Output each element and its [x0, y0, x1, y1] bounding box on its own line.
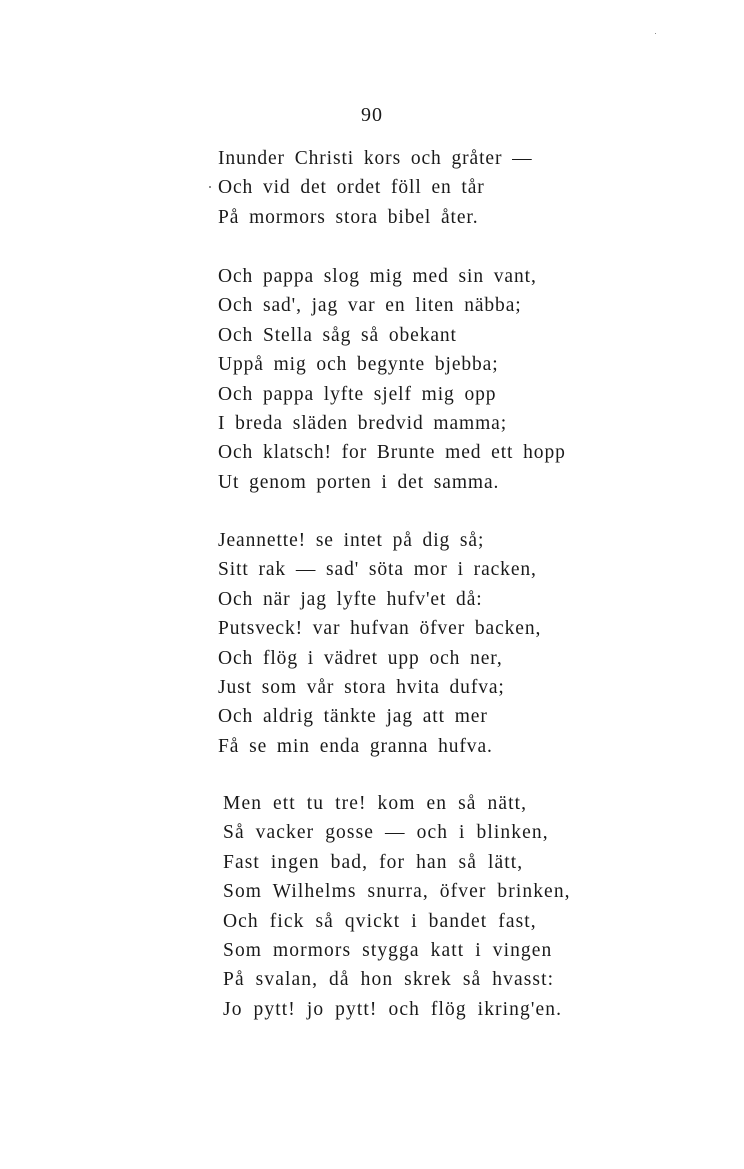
- verse-line: Ut genom porten i det samma.: [218, 471, 500, 493]
- verse-line: Putsveck! var hufvan öfver backen,: [218, 618, 542, 640]
- verse-line: Och Stella såg så obekant: [218, 324, 457, 346]
- verse-line: Just som vår stora hvita dufva;: [218, 676, 505, 698]
- verse-line: Jeannette! se intet på dig så;: [218, 530, 485, 551]
- verse-line: Jo pytt! jo pytt! och flög ikring'en.: [223, 998, 563, 1020]
- verse-line: Få se min enda granna hufva.: [218, 735, 493, 757]
- verse-line: Och klatsch! for Brunte med ett hopp: [218, 442, 566, 464]
- stanza: [223, 789, 571, 1024]
- verse-line: I breda släden bredvid mamma;: [218, 412, 508, 434]
- page-number: 90: [361, 104, 383, 126]
- ink-speck: [655, 33, 656, 34]
- verse-line: Och när jag lyfte hufv'et då:: [218, 588, 483, 610]
- verse-line: Och pappa slog mig med sin vant,: [218, 266, 537, 287]
- verse-line: Men ett tu tre! kom en så nätt,: [223, 793, 528, 814]
- ink-speck: [209, 186, 211, 188]
- verse-line: Uppå mig och begynte bjebba;: [218, 354, 499, 376]
- verse-line: Sitt rak — sad' söta mor i racken,: [218, 559, 537, 581]
- verse-line: Och vid det ordet föll en tår: [218, 177, 485, 199]
- stanza: [218, 144, 533, 232]
- verse-line: Och flög i vädret upp och ner,: [218, 647, 503, 669]
- verse-line: Och fick så qvickt i bandet fast,: [223, 910, 537, 932]
- verse-line: Så vacker gosse — och i blinken,: [223, 822, 549, 844]
- verse-line: Inunder Christi kors och gråter —: [218, 148, 533, 169]
- stanza: [218, 262, 566, 497]
- verse-line: Som mormors stygga katt i vingen: [223, 939, 553, 961]
- verse-line: Fast ingen bad, for han så lätt,: [223, 851, 524, 873]
- verse-line: Och sad', jag var en liten näbba;: [218, 295, 522, 317]
- verse-line: Och pappa lyfte sjelf mig opp: [218, 383, 497, 405]
- verse-line: På mormors stora bibel åter.: [218, 206, 479, 228]
- verse-line: På svalan, då hon skrek så hvasst:: [223, 969, 555, 991]
- verse-line: Som Wilhelms snurra, öfver brinken,: [223, 881, 571, 903]
- stanza: [218, 526, 541, 761]
- verse-line: Och aldrig tänkte jag att mer: [218, 706, 488, 728]
